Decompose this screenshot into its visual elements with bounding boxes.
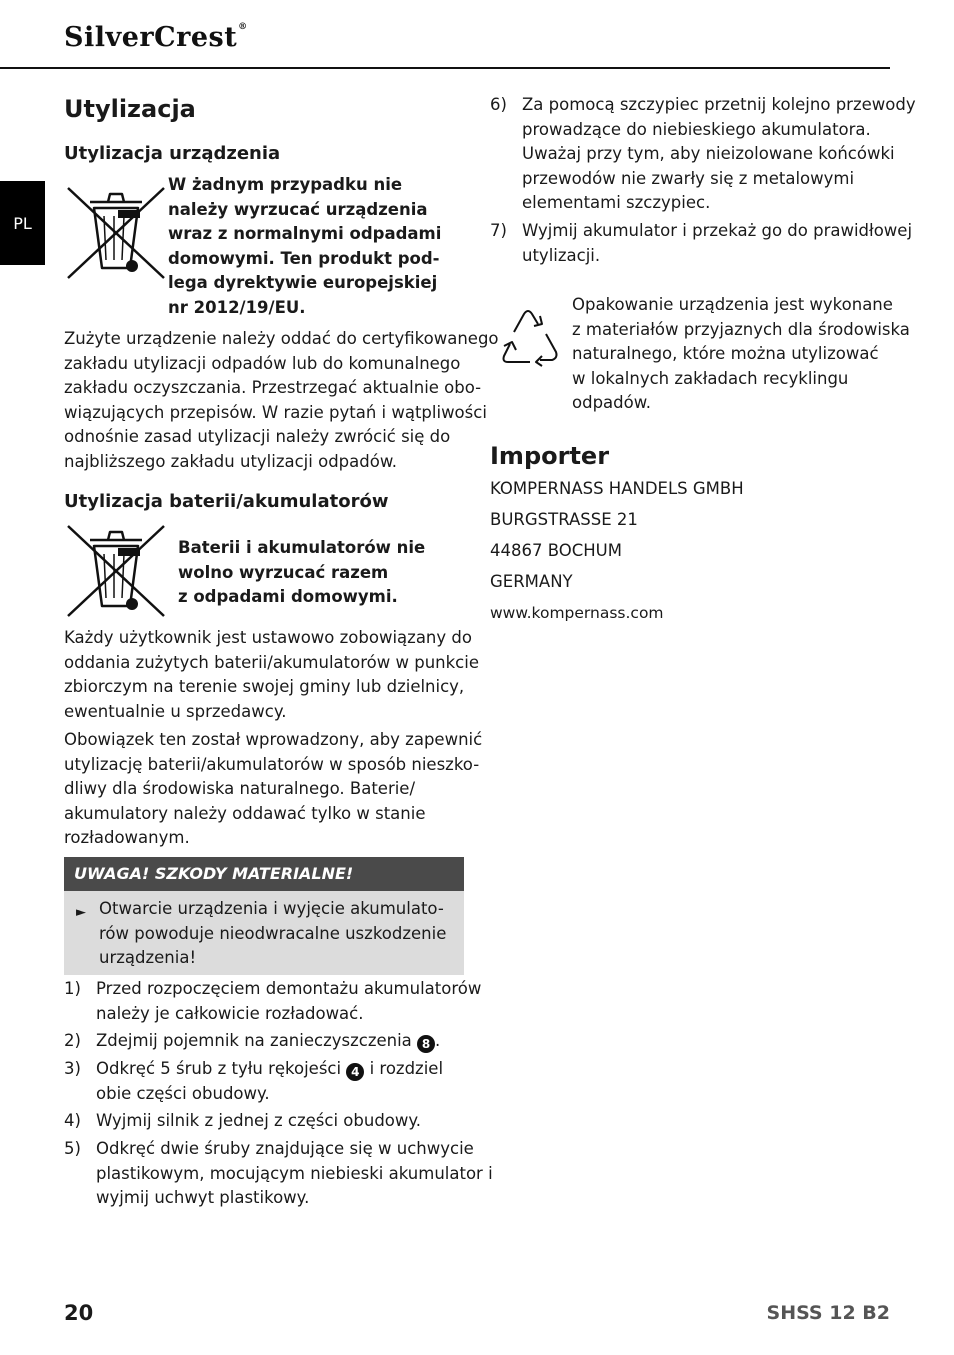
notice-text: Otwarcie urządzenia i wyjęcie akumulato- rów powoduje nieodwracalne uszkodzenie urządzenia! (99, 899, 447, 968)
language-tab: PL (0, 181, 45, 265)
importer-company: KOMPERNASS HANDELS GMBH (490, 479, 744, 498)
part-number-badge: 4 (346, 1063, 364, 1081)
importer-heading: Importer (490, 442, 610, 470)
subheading-device-disposal: Utylizacja urządzenia (64, 143, 281, 164)
importer-street: BURGSTRASSE 21 (490, 510, 638, 529)
subheading-battery-disposal: Utylizacja baterii/akumulatorów (64, 491, 389, 512)
battery-obligation-text: Obowiązek ten został wprowadzony, aby zapewnić utylizację baterii/akumulatorów w sposób nieszko- dliwy dla środowiska naturalnego. Baterie/ akumulatory należy oddawać tylko w stanie rozładowanym. (64, 730, 483, 848)
model-number: SHSS 12 B2 (766, 1302, 890, 1324)
notice-title: UWAGA! SZKODY MATERIALNE! (64, 857, 464, 891)
crossed-bin-icon (64, 520, 168, 618)
arrow-right-icon: ► (76, 905, 86, 920)
device-disposal-warning: W żadnym przypadku nie należy wyrzucać urządzenia wraz z normalnymi odpadami domowymi. Ten produkt pod- lega dyrektywie europejskiej nr 2012/19/EU. (168, 175, 442, 317)
header-divider (0, 67, 890, 69)
importer-city: 44867 BOCHUM (490, 541, 622, 560)
section-title-disposal: Utylizacja (64, 95, 196, 123)
part-number-badge: 8 (417, 1035, 435, 1053)
importer-country: GERMANY (490, 572, 573, 591)
recycling-icon (490, 302, 566, 372)
packaging-text: Opakowanie urządzenia jest wykonane z materiałów przyjaznych dla środowiska naturalnego, które można utylizować w lokalnych zakładach recyklingu odpadów. (572, 295, 910, 413)
importer-website[interactable]: www.kompernass.com (490, 604, 664, 622)
crossed-bin-icon (64, 180, 168, 280)
battery-disposal-text: Każdy użytkownik jest ustawowo zobowiązany do oddania zużytych baterii/akumulatorów w punkcie zbiorczym na terenie swojej gminy lub dzielnicy, ewentualnie u sprzedawcy. (64, 628, 479, 721)
battery-disposal-warning: Baterii i akumulatorów nie wolno wyrzucać razem z odpadami domowymi. (178, 538, 426, 607)
device-disposal-text: Zużyte urządzenie należy oddać do certyfikowanego zakładu utylizacji odpadów lub do komunalnego zakładu oczyszczania. Przestrzegać aktualnie obo- wiązujących przepisów. W razie pytań i wątpliwości odnośnie zasad utylizacji należy zwrócić się do najbliższego zakładu utylizacji odpadów. (64, 329, 499, 471)
notice-box (64, 891, 464, 975)
brand-logo: SilverCrest® (64, 22, 248, 53)
page-number: 20 (64, 1301, 94, 1325)
